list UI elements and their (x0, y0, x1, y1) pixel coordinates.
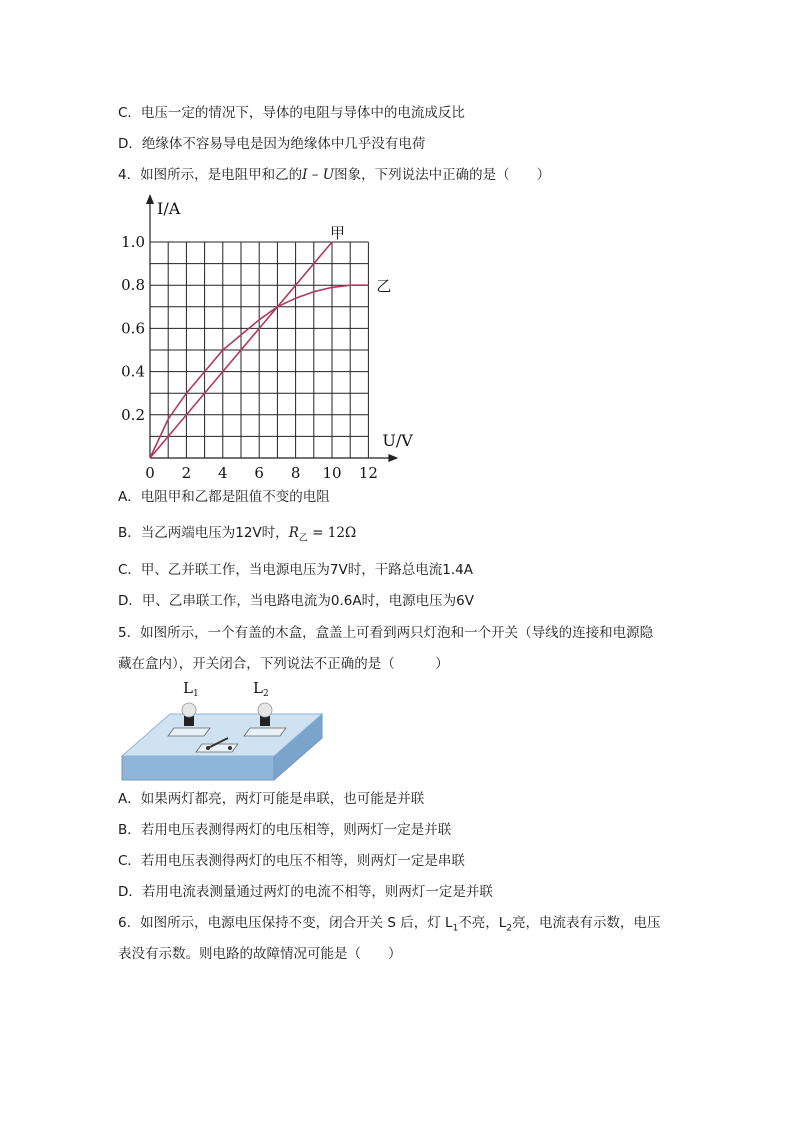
series-label-2: 乙 (376, 277, 392, 296)
q5-stem-line1: 5．如图所示，一个有盖的木盒，盒盖上可看到两只灯泡和一个开关（导线的连接和电源隐 (118, 625, 654, 641)
x-axis-label: U/V (382, 431, 413, 450)
label-l2: $L_2$ (253, 679, 269, 699)
q4-option-a: A．电阻甲和乙都是阻值不变的电阻 (118, 489, 330, 505)
q4-stem-var: I – U (302, 167, 335, 183)
q6-sub-1: 1 (452, 923, 459, 934)
q5-option-b: B．若用电压表测得两灯的电压相等，则两灯一定是并联 (118, 822, 452, 838)
label-l1: $L_1$ (183, 679, 199, 699)
iu-graph (121, 192, 415, 482)
q4-option-b-post: = 12Ω (307, 525, 357, 541)
q4-option-b-sub: 乙 (298, 533, 308, 544)
q4-stem (118, 165, 550, 185)
x-tick-label: 0 (145, 464, 155, 482)
q6-sub-2: 2 (506, 923, 513, 934)
x-tick-label: 2 (181, 464, 192, 482)
y-tick-label: 0.6 (121, 319, 145, 338)
y-axis-arrow (146, 194, 154, 204)
l2-socket (260, 716, 270, 726)
q3-option-d: D．绝缘体不容易导电是因为绝缘体中几乎没有电荷 (118, 136, 426, 152)
q5-option-d: D．若用电流表测量通过两灯的电流不相等，则两灯一定是并联 (118, 884, 493, 900)
y-tick-label: 0.4 (121, 362, 145, 381)
l1-socket (184, 716, 194, 726)
series-label-1: 甲 (330, 224, 346, 242)
l2-base-plate (244, 728, 286, 736)
q4-option-b (118, 523, 356, 549)
y-tick-label: 0.2 (121, 405, 145, 424)
x-axis-arrow (388, 454, 398, 462)
x-tick-label: 4 (218, 464, 228, 482)
q6-stem-part-c: 亮，电流表有示数，电压 (512, 915, 661, 931)
q4-option-b-var: R (288, 525, 299, 541)
y-tick-label: 0.8 (121, 276, 145, 295)
q5-option-a: A．如果两灯都亮，两灯可能是串联，也可能是并联 (118, 791, 425, 807)
wooden-box-figure (118, 676, 328, 784)
x-tick-label: 6 (254, 464, 264, 482)
q3-option-c: C．电压一定的情况下，导体的电阻与导体中的电流成反比 (118, 105, 465, 121)
q6-stem-part-a: 6．如图所示，电源电压保持不变，闭合开关 S 后，灯 L (118, 915, 453, 931)
box-front-face (122, 756, 274, 780)
x-tick-label: 8 (290, 464, 301, 482)
q6-stem-part-b: 不亮，L (458, 915, 507, 931)
x-tick-label: 12 (358, 464, 378, 482)
q4-option-d: D．甲、乙串联工作，当电路电流为0.6A时，电源电压为6V (118, 593, 474, 609)
q4-option-b-pre: B．当乙两端电压为12V时， (118, 525, 289, 541)
q5-option-c: C．若用电压表测得两灯的电压不相等，则两灯一定是串联 (118, 853, 465, 869)
q4-option-c: C．甲、乙并联工作，当电源电压为7V时，干路总电流1.4A (118, 562, 473, 578)
chart-grid (150, 242, 368, 458)
x-tick-label: 10 (322, 464, 342, 482)
q5-stem-line2: 藏在盒内），开关闭合，下列说法不正确的是（ ） (118, 656, 449, 672)
q4-stem-post: 图象，下列说法中正确的是（ ） (334, 167, 551, 183)
bulb-l2-icon (258, 703, 272, 717)
q6-stem-line1 (118, 913, 661, 939)
y-axis-label: I/A (157, 199, 181, 218)
q4-stem-pre: 4．如图所示，是电阻甲和乙的 (118, 167, 303, 183)
l1-base-plate (168, 728, 210, 736)
chart-ticks (121, 233, 378, 482)
bulb-l1-icon (182, 703, 196, 717)
q6-stem-line2: 表没有示数。则电路的故障情况可能是（ ） (118, 946, 402, 962)
y-tick-label: 1.0 (121, 233, 145, 251)
